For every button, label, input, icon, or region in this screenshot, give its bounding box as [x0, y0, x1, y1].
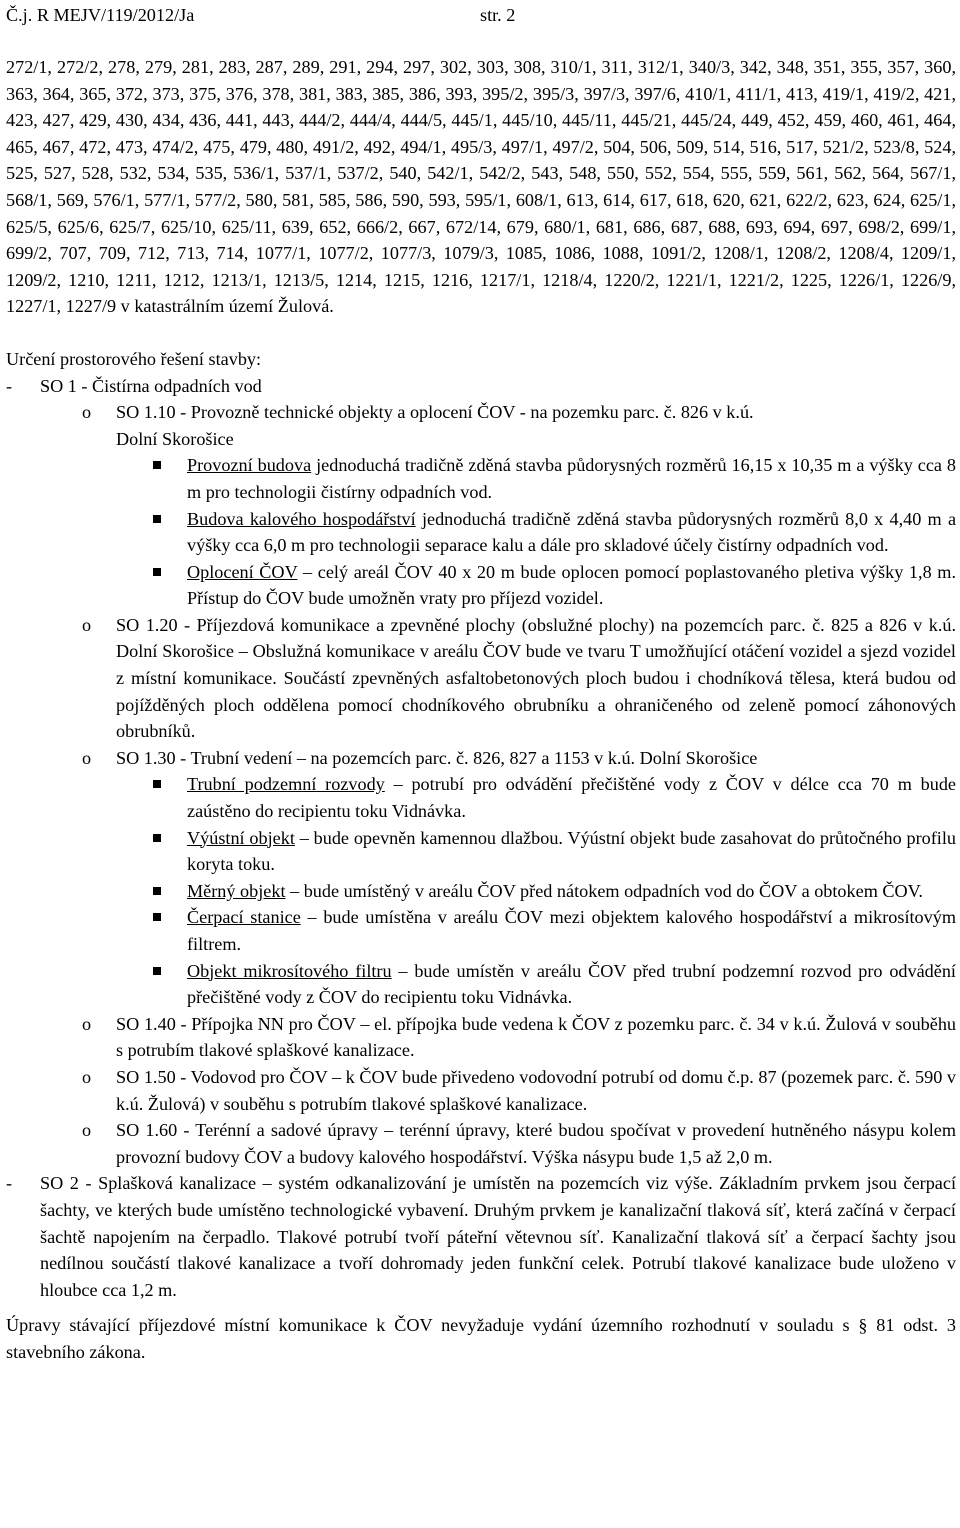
item-text: Přípojka NN pro ČOV – el. přípojka bude vedena k ČOV z pozemku parc. č. 34 v k.ú. Žulová v souběhu s potrubím tlakové splaškové kanalizace. — [116, 1013, 957, 1061]
item-subtext: Dolní Skorošice — [116, 428, 234, 449]
item-code: SO 1.30 - — [116, 747, 187, 768]
item-text: Provozně technické objekty a oplocení ČOV - na pozemku parc. č. 826 v k.ú. — [190, 402, 754, 423]
bullet-term: Oplocení ČOV — [187, 561, 298, 582]
bullet-term: Budova kalového hospodářství — [187, 508, 416, 529]
section-heading: Určení prostorového řešení stavby: — [6, 348, 262, 369]
circle-marker: o — [82, 1066, 92, 1087]
square-bullet-icon — [153, 967, 161, 975]
so1-title: SO 1 - Čistírna odpadních vod — [40, 375, 262, 396]
circle-marker: o — [82, 747, 92, 768]
square-bullet-icon — [153, 834, 161, 842]
bullet-text: – potrubí pro odvádění přečištěné vody z ČOV v délce cca 70 m bude zaústěno do recipientu toku Vidnávka. — [187, 774, 956, 822]
reference-number: Č.j. R MEJV/119/2012/Ja — [6, 5, 195, 25]
bullet-text: – bude opevněn kamennou dlažbou. Výústní objekt bude zasahovat do průtočného profilu koryta toku. — [187, 827, 957, 875]
square-bullet-icon — [153, 780, 161, 788]
bullet-vyustni-objekt — [6, 825, 956, 878]
circle-marker: o — [82, 614, 92, 635]
list-item-so-1-30 — [6, 745, 956, 772]
item-code: SO 1.60 - — [116, 1120, 190, 1141]
item-code: SO 1.10 - — [116, 402, 187, 423]
bullet-merny-objekt — [6, 878, 956, 905]
bullet-text: jednoduchá tradičně zděná stavba půdorysných rozměrů 16,15 x 10,35 m a výšky cca 8 m pro technologii čistírny odpadních vod. — [187, 455, 956, 502]
bullet-text: – bude umístěn v areálu ČOV před trubní podzemní rozvod pro odvádění přečištěné vody z ČOV do recipientu toku Vidnávka. — [187, 960, 956, 1008]
bullet-text: – bude umístěna v areálu ČOV mezi objektem kalového hospodářství a mikrosítovým filtrem. — [187, 907, 956, 954]
item-text: Příjezdová komunikace a zpevněné plochy (obslužné plochy) na pozemcích parc. č. 825 a 826 v k.ú. Dolní Skorošice – Obslužná komunikace v areálu ČOV bude ve tvaru T umožňující otáčení vozidel a sjezd vozidel z místní komunikace. Součástí zpevněných asfaltobetonových ploch budou i chodníková tělesa, která budou od pojížděných ploch oddělena pomocí chodníkového obrubníku a ohraničeného od zeleně pomocí záhonových obrubníků. — [116, 614, 957, 742]
bullet-cerpaci-stanice — [6, 904, 956, 957]
bullet-budova-kaloveho — [6, 506, 956, 559]
list-item-so-1-60 — [6, 1117, 956, 1170]
dash-marker: - — [6, 1173, 13, 1194]
item-code: SO 1.20 - — [116, 614, 191, 635]
bullet-term: Objekt mikrosítového filtru — [187, 960, 392, 981]
item-text: Trubní vedení – na pozemcích parc. č. 826, 827 a 1153 v k.ú. Dolní Skorošice — [190, 747, 758, 768]
item-text: Vodovod pro ČOV – k ČOV bude přivedeno vodovodní potrubí od domu č.p. 87 (pozemek parc. č. 590 v k.ú. Žulová) v souběhu s potrubím tlakové splaškové kanalizace. — [116, 1066, 957, 1114]
bullet-text: – celý areál ČOV 40 x 20 m bude oplocen pomocí poplastovaného pletiva výšky 1,8 m. Přístup do ČOV bude umožněn vraty pro příjezd vozidel. — [187, 561, 957, 609]
circle-marker: o — [82, 402, 92, 423]
bullet-text: jednoduchá tradičně zděná stavba půdorysných rozměrů 8,0 x 4,40 m a výšky cca 6,0 m pro technologii separace kalu a dále pro skladové účely čistírny odpadních vod. — [187, 508, 957, 556]
list-item-so-1-20 — [6, 612, 956, 745]
bullet-mikrositovy-filtr — [6, 958, 956, 1011]
so1-section — [6, 373, 956, 400]
final-paragraph: Úpravy stávající příjezdové místní komunikace k ČOV nevyžaduje vydání územního rozhodnutí v souladu s § 81 odst. 3 stavebního zákona. — [6, 1315, 956, 1362]
page-header — [6, 0, 954, 30]
so2-text: Splašková kanalizace – systém odkanalizování je umístěn na pozemcích viz výše. Základním prvkem jsou čerpací šachty, ve kterých bude umístěno technologické vybavení. Druhým prvkem je kanalizační tlaková síť, která začíná v čerpací šachtě napojením na čerpadlo. Tlakové potrubí tvoří páteřní větevnou síť. Kanalizační tlaková síť a čerpací šachty jsou nedílnou součástí tlakové kanalizace a tvoří dohromady jeden funkční celek. Potrubí tlakové kanalizace bude uloženo v hloubce cca 1,2 m. — [40, 1173, 956, 1300]
bullet-text: – bude umístěný v areálu ČOV před nátokem odpadních vod do ČOV a obtokem ČOV. — [290, 880, 923, 901]
list-item-so-1-10 — [6, 399, 956, 426]
square-bullet-icon — [153, 887, 161, 895]
item-code: SO 1.40 - — [116, 1013, 187, 1034]
square-bullet-icon — [153, 913, 161, 921]
bullet-provozni-budova — [6, 452, 956, 505]
circle-marker: o — [82, 1013, 92, 1034]
bullet-term: Čerpací stanice — [187, 907, 301, 928]
square-bullet-icon — [153, 461, 161, 469]
list-item-so-1-40 — [6, 1011, 956, 1064]
so2-code: SO 2 - — [40, 1173, 92, 1194]
bullet-term: Provozní budova — [187, 455, 312, 476]
item-text: Terénní a sadové úpravy – terénní úpravy, které budou spočívat v provedení hutněného násypu kolem provozní budovy ČOV a budovy kalového hospodářství. Výška násypu bude 1,5 až 2,0 m. — [116, 1120, 956, 1167]
bullet-term: Trubní podzemní rozvody — [187, 774, 385, 795]
dash-marker: - — [6, 375, 13, 396]
circle-marker: o — [82, 1120, 92, 1141]
square-bullet-icon — [153, 515, 161, 523]
document-body — [6, 54, 956, 1366]
bullet-oploceni — [6, 559, 956, 612]
parcel-list: 272/1, 272/2, 278, 279, 281, 283, 287, 289, 291, 294, 297, 302, 303, 308, 310/1, 311, 312/1, 340/3, 342, 348, 351, 355, 357, 360, 363, 364, 365, 372, 373, 375, 376, 378, 381, 383, 385, 386, 393, 395/2, 395/3, 397/3, 397/6, 410/1, 411/1, 413, 419/1, 419/2, 421, 423, 427, 429, 430, 434, 436, 441, 443, 444/2, 444/4, 444/5, 445/1, 445/10, 445/11, 445/21, 445/24, 449, 452, 459, 460, 461, 464, 465, 467, 472, 473, 474/2, 475, 479, 480, 491/2, 492, 494/1, 495/3, 497/1, 497/2, 504, 506, 509, 514, 516, 517, 521/2, 523/8, 524, 525, 527, 528, 532, 534, 535, 536/1, 537/1, 537/2, 540, 542/1, 542/2, 543, 548, 550, 552, 554, 555, 559, 561, 562, 564, 567/1, 568/1, 569, 576/1, 577/1, 577/2, 580, 581, 585, 586, 590, 593, 595/1, 608/1, 613, 614, 617, 618, 620, 621, 622/2, 623, 624, 625/1, 625/5, 625/6, 625/7, 625/10, 625/11, 639, 652, 666/2, 667, 672/14, 679, 680/1, 681, 686, 687, 688, 693, 694, 697, 698/2, 699/1, 699/2, 707, 709, 712, 713, 714, 1077/1, 1077/2, 1077/3, 1079/3, 1085, 1086, 1088, 1091/2, 1208/1, 1208/2, 1208/4, 1209/1, 1209/2, 1210, 1211, 1212, 1213/1, 1213/5, 1214, 1215, 1216, 1217/1, 1218/4, 1220/2, 1221/1, 1221/2, 1225, 1226/1, 1226/9, 1227/1, 1227/9 v katastrálním území Žulová. — [6, 57, 956, 317]
bullet-term: Měrný objekt — [187, 880, 286, 901]
square-bullet-icon — [153, 568, 161, 576]
so1-items — [6, 399, 956, 1170]
bullet-term: Výústní objekt — [187, 827, 295, 848]
so2-section — [6, 1170, 956, 1303]
page-number: str. 2 — [480, 5, 516, 25]
list-item-so-1-50 — [6, 1064, 956, 1117]
item-code: SO 1.50 - — [116, 1066, 187, 1087]
bullet-trubni-rozvody — [6, 771, 956, 824]
